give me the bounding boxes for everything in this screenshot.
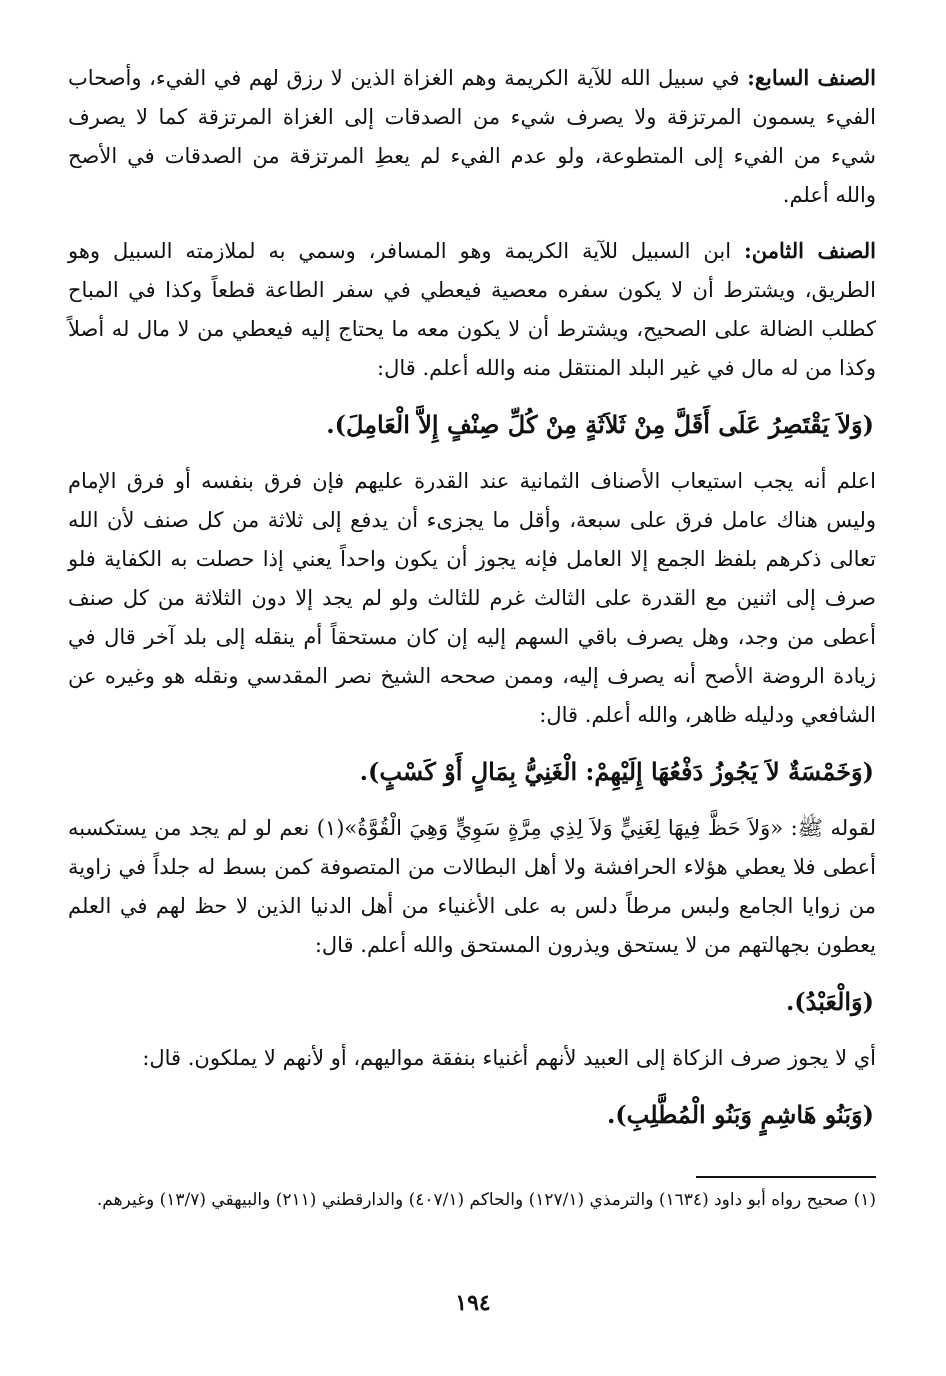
section-label: الصنف السابع:	[747, 65, 876, 90]
paragraph-text: ابن السبيل للآية الكريمة وهو المسافر، وسمي به لملازمته السبيل وهو الطريق، ويشترط أن لا يكون سفره معصية فيعطي في سفر الطاعة قطعاً وكذا في المباح كطلب الضالة على الصحيح، ويشترط أن لا يكون معه ما يحتاج إليه فيعطي من لا مال له أصلاً وكذا من له مال في غير البلد المنتقل منه والله أعلم. قال:	[68, 239, 876, 380]
matn-quote: (وَخَمْسَةٌ لاَ يَجُوزُ دَفْعُهَا إِلَيْهِمْ: الْغَنِيُّ بِمَالٍ أَوْ كَسْبٍ).	[359, 757, 874, 786]
footnote-divider	[696, 1176, 876, 1178]
page-number: ١٩٤	[455, 1290, 491, 1316]
matn-quote: (وَلاَ يَقْتَصِرُ عَلَى أَقَلَّ مِنْ ثَلاَثَةٍ مِنْ كُلِّ صِنْفٍ إِلاَّ الْعَامِلَ).	[326, 410, 874, 439]
paragraph-seventh-category	[68, 58, 876, 215]
matn-quote: (وَالْعَبْدُ).	[785, 987, 874, 1016]
paragraph-explanation: اعلم أنه يجب استيعاب الأصناف الثمانية عند القدرة عليهم فإن فرق بنفسه أو فرق الإمام وليس هناك عامل فرق على سبعة، وأقل ما يجزىء أن يدفع إلى ثلاثة من كل صنف لأن الله تعالى ذكرهم بلفظ الجمع إلا العامل فإنه يجوز أن يكون واحداً يعني إذا حصلت به الكفاية فلو صرف إلى اثنين مع القدرة على الثالث غرم للثالث ولو لم يجد إلا دون الثلاثة من كل صنف أعطى من وجد، وهل يصرف باقي السهم إليه إن كان مستحقاً أم ينقله إلى بلد آخر قال في زيادة الروضة الأصح أنه يصرف إليه، وممن صححه الشيخ نصر المقدسي ونقله هو وغيره عن الشافعي ودليله ظاهر، والله أعلم. قال:	[68, 469, 876, 727]
paragraph-slave: أي لا يجوز صرف الزكاة إلى العبيد لأنهم أغنياء بنفقة مواليهم، أو لأنهم لا يملكون. قال:	[142, 1046, 876, 1070]
paragraph-hadith: لقوله ﷺ: «وَلاَ حَظَّ فِيهَا لِغَنِيٍّ وَلاَ لِذِي مِرَّةٍ سَوِيٍّ وَهِيَ الْقُوَّةُ»(١) نعم لو لم يجد من يستكسبه أعطى فلا يعطي هؤلاء الحرافشة ولا أهل البطالات من المتصوفة كمن بسط له جلداً في زاوية من زوايا الجامع ولبس مرطاً دلس به على الأغنياء من أهل الدنيا الذين لا حظ لهم في العلم يعطون بجهالتهم من لا يستحق ويذرون المستحق والله أعلم. قال:	[68, 816, 876, 957]
section-label: الصنف الثامن:	[743, 238, 876, 263]
paragraph-text: في سبيل الله للآية الكريمة وهم الغزاة الذين لا رزق لهم في الفيء، وأصحاب الفيء يسمون المرتزقة ولا يصرف شيء من الصدقات إلى الغزاة المرتزقة كما لا يصرف شيء من الفيء إلى المتطوعة، ولو عدم الفيء لم يعطِ المرتزقة من الصدقات في الأصح والله أعلم.	[68, 66, 876, 207]
paragraph-eighth-category	[68, 231, 876, 388]
footnote: (١) صحيح رواه أبو داود (١٦٣٤) والترمذي (١٢٧/١) والحاكم (٤٠٧/١) والدارقطني (٢١١) والبيهقي (١٣/٧) وغيرهم.	[96, 1190, 876, 1210]
matn-quote: (وَبَنُو هَاشِمٍ وَبَنُو الْمُطَّلِبِ).	[606, 1100, 874, 1129]
